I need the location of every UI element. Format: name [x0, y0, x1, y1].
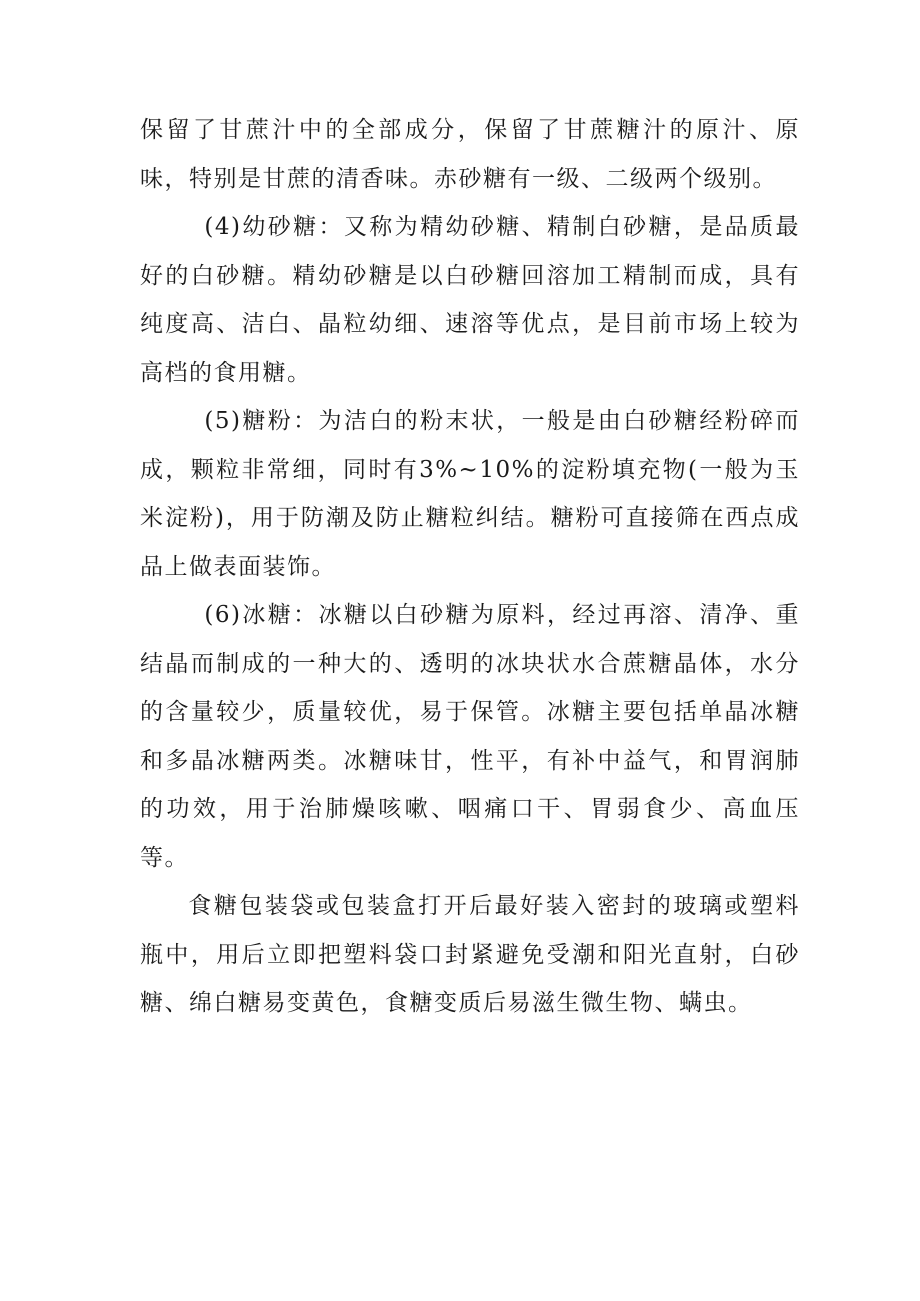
document-body [140, 106, 800, 1028]
paragraph-rock-sugar: (6)冰糖：冰糖以白砂糖为原料，经过再溶、清净、重结晶而制成的一种大的、透明的冰块状水合蔗糖晶体，水分的含量较少，质量较优，易于保管。冰糖主要包括单晶冰糖和多晶冰糖两类。冰糖味甘，性平，有补中益气，和胃润肺的功效，用于治肺燥咳嗽、咽痛口干、胃弱食少、高血压等。 [140, 602, 800, 871]
paragraph-storage: 食糖包装袋或包装盒打开后最好装入密封的玻璃或塑料瓶中，用后立即把塑料袋口封紧避免受潮和阳光直射，白砂糖、绵白糖易变黄色，食糖变质后易滋生微生物、螨虫。 [140, 893, 800, 1016]
paragraph-powdered-sugar: (5)糖粉：为洁白的粉末状，一般是由白砂糖经粉碎而成，颗粒非常细，同时有3%~10%的淀粉填充物(一般为玉米淀粉)，用于防潮及防止糖粒纠结。糖粉可直接筛在西点成品上做表面装饰。 [140, 408, 800, 580]
paragraph-fine-sugar: (4)幼砂糖：又称为精幼砂糖、精制白砂糖，是品质最好的白砂糖。精幼砂糖是以白砂糖回溶加工精制而成，具有纯度高、洁白、晶粒幼细、速溶等优点，是目前市场上较为高档的食用糖。 [140, 214, 800, 386]
paragraph-continuation: 保留了甘蔗汁中的全部成分，保留了甘蔗糖汁的原汁、原味，特别是甘蔗的清香味。赤砂糖有一级、二级两个级别。 [140, 117, 800, 192]
